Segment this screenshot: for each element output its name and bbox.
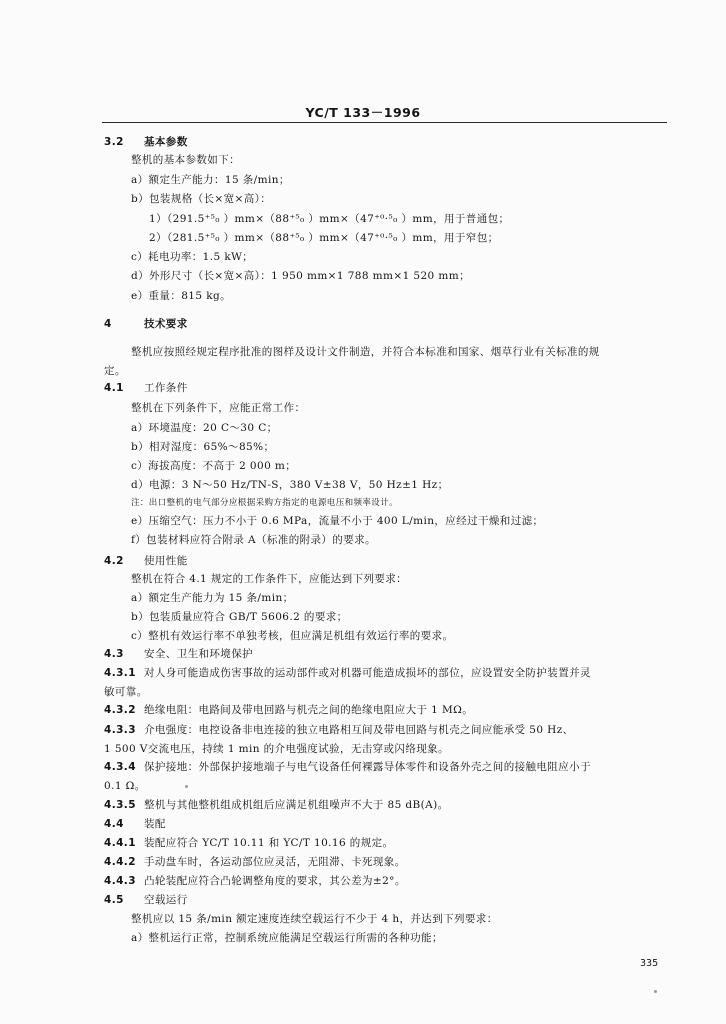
section-number: 4.3.2	[104, 704, 136, 716]
line-text: e）重量：815 kg。	[131, 290, 231, 302]
line-text: a）整机运行正常，控制系统应能满足空载运行所需的各种功能；	[131, 932, 443, 944]
line-text: 基本参数	[144, 136, 188, 148]
line-text: f）包装材料应符合附录 A（标准的附录）的要求。	[131, 534, 376, 546]
line-text: a）额定生产能力为 15 条/min；	[131, 592, 294, 604]
line-text: c）耗电功率：1.5 kW；	[131, 251, 254, 263]
text-line	[131, 573, 407, 586]
line-text: 定。	[104, 365, 126, 377]
text-line	[131, 270, 470, 283]
line-text: 安全、卫生和环境保护	[144, 648, 253, 660]
line-text: 敏可靠。	[104, 686, 148, 698]
section-number: 4.3.1	[104, 667, 136, 679]
section-number: 4.4	[104, 818, 124, 830]
section-heading-line	[104, 648, 253, 661]
text-line	[131, 290, 231, 303]
line-text: 1 500 V交流电压，持续 1 min 的介电强度试验，无击穿或闪络现象。	[104, 743, 449, 755]
section-heading-line	[104, 555, 188, 568]
section-heading-line	[104, 382, 188, 395]
line-text: 介电强度：电控设备非电连接的独立电路相互间及带电回路与机壳之间应能承受 50 Hz、	[144, 724, 574, 736]
scan-speck	[185, 785, 188, 788]
line-text: 注：出口整机的电气部分应根据采购方指定的电源电压和频率设计。	[131, 498, 399, 508]
line-text: d）电源：3 N～50 Hz/TN-S，380 V±38 V，50 Hz±1 Hz；	[131, 479, 449, 491]
text-line	[131, 497, 398, 510]
line-text: 装配应符合 YC/T 10.11 和 YC/T 10.16 的规定。	[144, 837, 394, 849]
line-text: 整机在符合 4.1 规定的工作条件下，应能达到下列要求：	[131, 573, 408, 585]
text-line	[104, 686, 148, 699]
text-line	[131, 534, 376, 547]
section-number: 4.3.3	[104, 724, 136, 736]
line-text: 整机在下列条件下，应能正常工作：	[131, 402, 306, 414]
text-line	[149, 232, 499, 245]
section-number: 4.3.5	[104, 799, 136, 811]
line-text: b）相对湿度：65%～85%；	[131, 441, 275, 453]
text-line	[131, 479, 449, 492]
line-text: c）海拔高度：不高于 2 000 m；	[131, 460, 297, 472]
text-line	[131, 193, 271, 206]
text-line	[131, 346, 600, 359]
text-line	[131, 441, 274, 454]
line-text: 使用性能	[144, 555, 188, 567]
line-text: c）整机有效运行率不单独考核，但应满足机组有效运行率的要求。	[131, 630, 454, 642]
text-line	[131, 154, 240, 167]
text-line	[131, 630, 453, 643]
section-heading-line	[104, 856, 406, 869]
scan-speck	[654, 990, 657, 993]
text-line	[149, 213, 509, 226]
text-line	[131, 402, 305, 415]
section-number: 4.2	[104, 555, 124, 567]
text-line	[131, 515, 543, 528]
line-text: 空载运行	[144, 894, 188, 906]
line-text: 绝缘电阻：电路间及带电回路与机壳之间的绝缘电阻应大于 1 MΩ。	[144, 704, 474, 716]
line-text: 整机与其他整机组成机组后应满足机组噪声不大于 85 dB(A)。	[144, 799, 449, 811]
section-heading-line	[104, 318, 188, 331]
line-text: 整机应以 15 条/min 额定速度连续空载运行不少于 4 h，并达到下列要求：	[131, 913, 498, 925]
line-text: 对人身可能造成伤害事故的运动部件或对机器可能造成损坏的部位，应设置安全防护装置并灵	[144, 667, 591, 679]
section-number: 4.4.3	[104, 875, 136, 887]
line-text: a）额定生产能力：15 条/min；	[131, 174, 290, 186]
text-line	[131, 913, 498, 926]
section-heading-line	[104, 704, 473, 717]
text-line	[131, 932, 443, 945]
text-line	[131, 174, 290, 187]
section-number: 4.1	[104, 382, 124, 394]
text-line	[131, 251, 253, 264]
line-text: 技术要求	[144, 318, 188, 330]
line-text: 0.1 Ω。	[104, 780, 146, 792]
page-number: 335	[640, 958, 659, 969]
line-text: 整机的基本参数如下：	[131, 154, 240, 166]
line-text: a）环境温度：20 C～30 C；	[131, 422, 278, 434]
section-heading-line	[104, 837, 393, 850]
line-text: 1）（291.5⁺⁵₀ ）mm×（88⁺⁵₀ ）mm×（47⁺⁰·⁵₀ ）mm，用于普通包；	[149, 213, 510, 225]
header-rule	[102, 122, 667, 123]
line-text: 2）（281.5⁺⁵₀ ）mm×（88⁺⁵₀ ）mm×（47⁺⁰·⁵₀ ）mm，用于窄包；	[149, 232, 499, 244]
text-line	[131, 422, 278, 435]
line-text: d）外形尺寸（长×宽×高）：1 950 mm×1 788 mm×1 520 mm；	[131, 270, 470, 282]
section-heading-line	[104, 894, 188, 907]
section-heading-line	[104, 818, 166, 831]
section-number: 4.3.4	[104, 761, 136, 773]
section-number: 4.3	[104, 648, 124, 660]
line-text: 工作条件	[144, 382, 188, 394]
line-text: 整机应按照经规定程序批准的图样及设计文件制造，并符合本标准和国家、烟草行业有关标准的规	[131, 346, 600, 358]
line-text: 凸轮装配应符合凸轮调整角度的要求，其公差为±2°。	[144, 875, 406, 887]
text-line	[131, 592, 294, 605]
text-line	[104, 780, 146, 793]
section-number: 4	[104, 318, 112, 330]
line-text: 装配	[144, 818, 166, 830]
section-number: 4.4.1	[104, 837, 136, 849]
line-text: b）包装质量应符合 GB/T 5606.2 的要求；	[131, 611, 348, 623]
section-number: 4.5	[104, 894, 124, 906]
line-text: e）压缩空气：压力不小于 0.6 MPa，流量不小于 400 L/min，应经过干燥和过滤；	[131, 515, 544, 527]
line-text: 手动盘车时，各运动部位应灵活，无阻滞、卡死现象。	[144, 856, 406, 868]
section-heading-line	[104, 136, 188, 149]
text-line	[104, 365, 126, 378]
section-heading-line	[104, 761, 591, 774]
section-number: 3.2	[104, 136, 124, 148]
text-line	[131, 611, 348, 624]
line-text: b）包装规格（长×宽×高）：	[131, 193, 272, 205]
section-heading-line	[104, 875, 406, 888]
text-line	[104, 743, 449, 756]
text-line	[131, 460, 296, 473]
section-heading-line	[104, 724, 574, 737]
standard-code-header: YC/T 133－1996	[305, 105, 421, 120]
section-heading-line	[104, 667, 591, 680]
section-number: 4.4.2	[104, 856, 136, 868]
section-heading-line	[104, 799, 449, 812]
line-text: 保护接地：外部保护接地端子与电气设备任何裸露导体零件和设备外壳之间的接触电阻应小于	[144, 761, 591, 773]
